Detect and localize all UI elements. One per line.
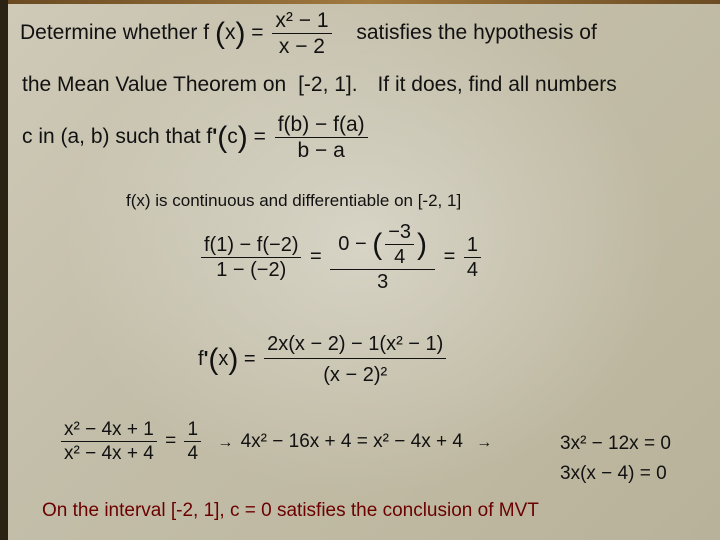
step-3-solve — [58, 420, 492, 463]
step-1-average-rate — [198, 222, 484, 292]
top-accent-bar — [8, 0, 720, 4]
paren: ( — [208, 343, 219, 376]
fraction-numerator: f(b) − f(a) — [275, 114, 368, 138]
fraction-denominator: (x − 2)² — [323, 364, 388, 386]
paren: ) — [228, 343, 239, 376]
step3-rhs-fraction — [184, 420, 201, 463]
step1-lhs-fraction — [201, 235, 301, 280]
step1-result-fraction — [464, 235, 481, 280]
arrow-icon: → — [476, 433, 493, 451]
fraction-numerator: x² − 1 — [272, 10, 331, 34]
zero-minus: 0 − — [338, 232, 367, 255]
problem-text-2a: the Mean Value Theorem on — [22, 73, 287, 96]
fraction-numerator — [330, 222, 435, 270]
problem-text-1b: satisfies the hypothesis of — [356, 21, 597, 45]
conclusion: On the interval [-2, 1], c = 0 satisfies the conclusion of MVT — [42, 500, 539, 521]
prime-mark: ' — [212, 125, 218, 149]
equals: = — [243, 347, 256, 370]
fraction-numerator: f(1) − f(−2) — [201, 235, 301, 258]
factored-equation: 3x(x − 4) = 0 — [560, 463, 667, 484]
fraction-numerator: 2x(x − 2) − 1(x² − 1) — [264, 334, 446, 359]
paren: ) — [237, 121, 248, 154]
mvt-fraction — [275, 114, 368, 161]
paren: ( — [372, 228, 383, 261]
problem-text-1a: Determine whether f — [20, 21, 210, 45]
equals: = — [310, 245, 322, 268]
var-x: x — [224, 21, 236, 45]
fraction-numerator: 1 — [184, 420, 201, 442]
equals: = — [253, 125, 266, 149]
fraction-denominator: x − 2 — [278, 35, 325, 58]
f-label: f — [198, 347, 204, 370]
simplified-equation: 3x² − 12x = 0 — [560, 433, 671, 454]
fraction-denominator: 1 − (−2) — [216, 258, 287, 281]
fraction-denominator: 4 — [187, 443, 199, 464]
problem-text-3a: c in (a, b) such that f — [22, 125, 213, 149]
step-2-derivative — [198, 334, 449, 385]
problem-line-3 — [22, 114, 371, 161]
paren: ) — [235, 17, 246, 50]
interval: [-2, 1]. — [298, 73, 358, 96]
equals: = — [251, 21, 264, 45]
inner-fraction — [385, 222, 414, 267]
paren: ) — [417, 228, 428, 261]
fraction-denominator: 4 — [466, 258, 478, 281]
problem-text-2b: If it does, find all numbers — [377, 73, 617, 96]
derivative-fraction — [264, 334, 446, 385]
problem-line-2 — [22, 74, 617, 95]
var-c: c — [227, 125, 238, 149]
problem-line-1 — [20, 10, 597, 57]
step1-mid-fraction — [330, 222, 435, 292]
equals: = — [165, 430, 177, 452]
cross-multiplied-equation: 4x² − 16x + 4 = x² − 4x + 4 — [240, 430, 463, 452]
var-x: x — [218, 347, 229, 370]
equals: = — [443, 245, 456, 268]
fraction-numerator: −3 — [385, 222, 414, 245]
fraction-denominator: x² − 4x + 4 — [64, 443, 154, 464]
paren: ( — [217, 121, 228, 154]
function-fraction — [272, 10, 331, 57]
paren: ( — [214, 17, 225, 50]
step3-lhs-fraction — [61, 420, 157, 463]
fraction-numerator: 1 — [464, 235, 481, 258]
fraction-denominator: b − a — [297, 139, 345, 162]
continuity-statement: f(x) is continuous and differentiable on [-2, 1] — [126, 191, 462, 210]
fraction-denominator: 4 — [394, 246, 406, 268]
arrow-icon: → — [217, 433, 234, 451]
prime-mark: ' — [203, 347, 209, 370]
fraction-denominator: 3 — [377, 271, 389, 293]
fraction-numerator: x² − 4x + 1 — [61, 420, 157, 442]
